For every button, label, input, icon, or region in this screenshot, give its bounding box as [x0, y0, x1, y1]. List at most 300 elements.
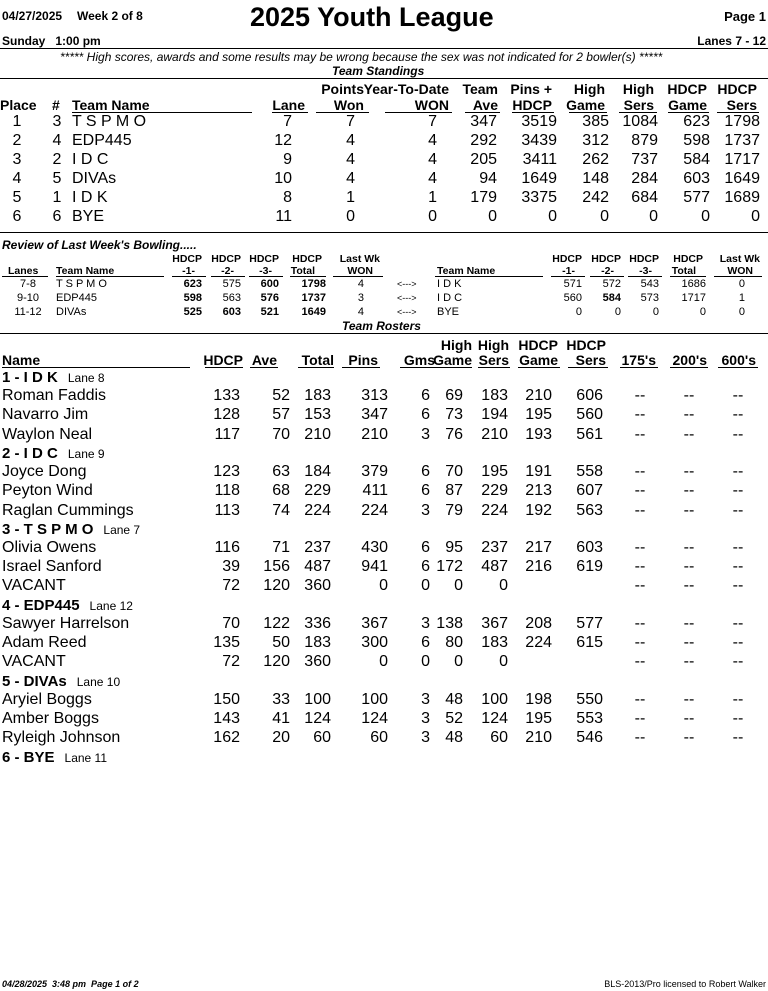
standings-cell: 4 [428, 151, 437, 168]
player-stat: 198 [525, 690, 552, 708]
review-score: 560 [563, 292, 582, 304]
player-stat: -- [732, 462, 744, 480]
player-stat: 563 [576, 501, 603, 519]
standings-cell: 3519 [521, 113, 557, 130]
player-stat: 20 [272, 729, 290, 747]
player-name: Israel Sanford [2, 558, 102, 576]
standings-header-pins: HDCP [512, 97, 552, 113]
standings-cell: 1084 [622, 113, 658, 130]
player-stat: 153 [304, 406, 331, 424]
review-won: 3 [357, 292, 364, 304]
rosters-header-c600: 600's [721, 352, 756, 368]
player-stat: -- [634, 482, 646, 500]
player-stat: 124 [361, 709, 388, 727]
player-stat: 615 [576, 634, 603, 651]
player-stat: 162 [213, 729, 240, 747]
player-stat: 100 [304, 690, 331, 708]
column-underline [250, 367, 278, 368]
player-stat: 210 [361, 425, 388, 443]
standings-team-name: I D K [72, 189, 108, 206]
review-score: 575 [222, 278, 241, 290]
player-stat: 72 [222, 577, 240, 595]
standings-cell: 1 [52, 189, 62, 206]
review-won: 1 [738, 292, 745, 304]
standings-cell: 0 [600, 208, 609, 225]
player-stat: -- [732, 558, 744, 576]
standings-cell: 242 [582, 189, 609, 206]
player-stat: -- [683, 406, 695, 424]
review-title: Review of Last Week's Bowling..... [2, 238, 197, 252]
standings-cell: 879 [631, 132, 658, 149]
player-stat: -- [732, 729, 744, 747]
player-name: VACANT [2, 577, 66, 595]
review-score: 0 [614, 306, 621, 318]
player-name: Navarro Jim [2, 406, 89, 424]
review-header-right-g2: HDCP [591, 253, 621, 265]
review-header-right-total: HDCP [673, 253, 703, 265]
player-stat: 550 [576, 690, 603, 708]
review-header-team: Team Name [56, 265, 115, 277]
review-header-right-g3: -3- [639, 265, 652, 277]
standings-cell: 3411 [522, 151, 557, 168]
standings-header-num: # [52, 97, 60, 113]
player-stat: -- [732, 538, 744, 556]
page-label: Page 1 [724, 9, 766, 24]
column-underline [385, 112, 452, 113]
standings-cell: 0 [701, 208, 710, 225]
player-stat: 336 [304, 614, 331, 632]
column-underline [2, 367, 190, 368]
player-stat: 183 [304, 387, 331, 404]
standings-cell: 3 [12, 151, 22, 168]
review-score: 525 [183, 306, 202, 318]
player-stat: 195 [525, 709, 552, 727]
player-stat: 120 [263, 653, 290, 671]
review-score: 600 [260, 278, 279, 290]
player-stat: 87 [445, 482, 463, 500]
review-team-left: T S P M O [56, 278, 107, 290]
standings-cell: 2 [12, 132, 22, 149]
standings-cell: 584 [683, 151, 710, 168]
player-stat: 150 [213, 690, 240, 708]
review-total: 1649 [301, 306, 326, 318]
review-header-right-g3: HDCP [629, 253, 659, 265]
rosters-header-name: Name [2, 352, 41, 368]
player-stat: 224 [361, 501, 388, 519]
column-underline [518, 367, 560, 368]
player-stat: -- [634, 653, 646, 671]
player-stat: -- [683, 709, 695, 727]
player-stat: -- [634, 690, 646, 708]
review-score: 0 [575, 306, 582, 318]
player-stat: -- [683, 614, 695, 632]
rosters-header-hdcp_game: Game [519, 352, 558, 368]
player-stat: 113 [214, 501, 240, 519]
player-stat: 553 [576, 709, 603, 727]
player-name: Olivia Owens [2, 538, 97, 556]
player-stat: 118 [214, 482, 240, 500]
player-stat: 0 [421, 653, 430, 671]
player-name: Peyton Wind [2, 482, 93, 500]
standings-cell: 1689 [724, 189, 760, 206]
standings-cell: 4 [52, 132, 62, 149]
column-underline [590, 276, 624, 277]
column-underline [211, 276, 245, 277]
standings-header-team_ave: Team [462, 81, 498, 97]
player-stat: 210 [525, 387, 552, 404]
standings-header-pins: Pins + [510, 81, 552, 97]
player-stat: 60 [490, 729, 508, 747]
review-total: 1737 [301, 292, 326, 304]
player-stat: 560 [576, 406, 603, 424]
rosters-header-hdcp_game: HDCP [518, 337, 558, 353]
review-score: 572 [602, 278, 621, 290]
player-stat: 6 [421, 558, 430, 576]
standings-cell: 3 [52, 113, 62, 130]
column-underline [400, 367, 436, 368]
rosters-header-total: Total [301, 352, 334, 368]
player-stat: -- [732, 387, 744, 404]
player-stat: 195 [525, 406, 552, 424]
player-stat: 210 [481, 425, 508, 443]
roster-team-lane: Lane 8 [67, 371, 105, 385]
player-stat: -- [732, 634, 744, 651]
player-stat: 360 [304, 653, 331, 671]
player-stat: 487 [481, 558, 508, 576]
player-stat: 606 [576, 387, 603, 404]
roster-team-heading [2, 521, 140, 539]
standings-header-lane: Lane [272, 97, 305, 113]
player-stat: 607 [576, 482, 603, 500]
player-stat: 70 [445, 462, 463, 480]
player-stat: 6 [421, 538, 430, 556]
player-stat: 116 [214, 538, 240, 556]
player-stat: -- [732, 406, 744, 424]
standings-cell: 4 [346, 151, 355, 168]
rosters-header-ave: Ave [251, 352, 277, 368]
standings-cell: 11 [275, 208, 292, 225]
standings-cell: 5 [52, 170, 62, 187]
player-stat: 183 [481, 387, 508, 404]
rosters-header-hdcp_sers: HDCP [566, 337, 606, 353]
notice-text: ***** High scores, awards and some results may be wrong because the sex was not indicated for 2 bowler(s) ***** [60, 50, 663, 64]
player-stat: 603 [576, 538, 603, 556]
player-stat: 68 [272, 482, 290, 500]
review-lanes: 7-8 [20, 278, 36, 290]
player-stat: -- [732, 482, 744, 500]
review-lanes: 11-12 [14, 306, 42, 318]
review-versus: <---> [397, 293, 417, 303]
roster-team-title: 3 - T S P M O [2, 520, 94, 538]
player-stat: -- [732, 425, 744, 443]
review-won: 4 [357, 278, 364, 290]
player-stat: -- [732, 577, 744, 595]
standings-cell: 0 [488, 208, 497, 225]
player-stat: 0 [379, 577, 388, 595]
roster-team-title: 2 - I D C [2, 444, 58, 462]
standings-cell: 577 [683, 189, 710, 206]
player-name: Roman Faddis [2, 387, 107, 404]
player-stat: 123 [213, 462, 240, 480]
player-stat: 70 [222, 614, 240, 632]
review-header-team-right: Team Name [437, 265, 496, 277]
standings-header-hdcp_sers: Sers [726, 97, 757, 113]
player-stat: 941 [361, 558, 388, 576]
footer-printed: 04/28/2025 3:48 pm Page 1 of 2 [2, 979, 139, 989]
standings-cell: 9 [283, 151, 292, 168]
player-name: Aryiel Boggs [2, 690, 92, 708]
review-won: 0 [738, 306, 745, 318]
column-underline [298, 367, 334, 368]
player-stat: 577 [576, 614, 603, 632]
roster-team-title: 4 - EDP445 [2, 596, 80, 614]
roster-team-heading [2, 749, 107, 767]
player-stat: -- [732, 501, 744, 519]
player-stat: 379 [361, 462, 388, 480]
standings-header-hdcp_game: HDCP [667, 81, 707, 97]
player-stat: 0 [454, 653, 463, 671]
player-stat: 3 [421, 425, 430, 443]
week-label: Week 2 of 8 [77, 9, 143, 23]
roster-team-lane: Lane 10 [76, 674, 121, 689]
standings-cell: 684 [631, 189, 658, 206]
review-header-won: Last Wk [339, 253, 380, 265]
standings-cell: 8 [283, 189, 292, 206]
review-score: 543 [640, 278, 659, 290]
review-header-total: HDCP [292, 253, 322, 265]
review-team-right: I D C [437, 292, 463, 304]
review-total: 1686 [681, 278, 706, 290]
player-stat: -- [683, 577, 695, 595]
standings-header-team_ave: Ave [472, 97, 498, 113]
player-stat: 184 [304, 462, 331, 480]
review-score: 0 [652, 306, 659, 318]
player-stat: 561 [576, 425, 603, 443]
roster-team-lane: Lane 7 [103, 522, 141, 537]
player-stat: 224 [304, 501, 331, 519]
standings-cell: 598 [683, 132, 710, 149]
player-stat: 122 [263, 614, 290, 632]
player-stat: -- [634, 425, 646, 443]
player-stat: 367 [481, 614, 508, 632]
standings-team-name: DIVAs [72, 170, 117, 187]
review-team-left: DIVAs [56, 306, 87, 318]
review-won: 4 [357, 306, 364, 318]
roster-team-heading [2, 445, 105, 463]
column-underline [670, 276, 706, 277]
player-stat: -- [634, 558, 646, 576]
player-stat: 6 [421, 482, 430, 500]
player-stat: 48 [445, 729, 463, 747]
player-stat: 192 [525, 501, 552, 519]
player-stat: 0 [379, 653, 388, 671]
player-stat: -- [732, 614, 744, 632]
standings-cell: 603 [683, 170, 710, 187]
column-underline [718, 367, 758, 368]
player-stat: 6 [421, 462, 430, 480]
standings-cell: 6 [12, 208, 22, 225]
player-stat: 224 [525, 634, 552, 651]
column-underline [714, 276, 762, 277]
review-header-lanes: Lanes [8, 265, 39, 277]
review-score: 576 [260, 292, 279, 304]
player-stat: -- [683, 425, 695, 443]
review-total: 1717 [681, 292, 706, 304]
player-stat: 195 [481, 462, 508, 480]
review-won: 0 [738, 278, 745, 290]
player-stat: -- [683, 482, 695, 500]
standings-cell: 7 [428, 113, 437, 130]
review-lanes: 9-10 [16, 292, 40, 304]
standings-cell: 5 [12, 189, 22, 206]
standings-cell: 737 [631, 151, 658, 168]
roster-team-title: 5 - DIVAs [2, 672, 67, 690]
review-team-right: BYE [437, 306, 460, 318]
column-underline [56, 276, 164, 277]
player-stat: 213 [525, 482, 552, 500]
player-stat: 70 [272, 425, 290, 443]
player-stat: 229 [304, 482, 331, 500]
player-stat: 50 [272, 634, 290, 651]
standings-cell: 4 [12, 170, 22, 187]
player-stat: 6 [421, 406, 430, 424]
player-stat: 135 [213, 634, 240, 651]
player-stat: 430 [361, 538, 388, 556]
player-stat: 52 [445, 709, 463, 727]
standings-cell: 179 [470, 189, 497, 206]
standings-cell: 284 [631, 170, 658, 187]
standings-header-ytd: Year-To-Date [363, 81, 449, 97]
column-underline [205, 367, 243, 368]
player-stat: 128 [213, 406, 240, 424]
player-stat: 216 [525, 558, 552, 576]
player-stat: 3 [421, 729, 430, 747]
player-stat: 79 [445, 501, 463, 519]
player-stat: 69 [445, 387, 463, 404]
review-score: 573 [640, 292, 659, 304]
standings-cell: 623 [683, 113, 710, 130]
player-stat: 72 [222, 653, 240, 671]
standings-cell: 148 [582, 170, 609, 187]
player-stat: 191 [525, 462, 552, 480]
review-header-g1: -1- [182, 265, 195, 277]
standings-header-hdcp_sers: HDCP [717, 81, 757, 97]
rosters-header-gms: Gms [403, 352, 435, 368]
player-name: Joyce Dong [2, 462, 87, 480]
review-header-right-won: Last Wk [719, 253, 760, 265]
player-stat: 95 [445, 538, 463, 556]
player-stat: 52 [272, 387, 290, 404]
player-stat: -- [683, 634, 695, 651]
player-stat: 3 [421, 690, 430, 708]
standings-cell: 4 [428, 170, 437, 187]
player-stat: 48 [445, 690, 463, 708]
player-stat: 558 [576, 462, 603, 480]
player-stat: 80 [445, 634, 463, 651]
rosters-header-high_game: Game [433, 352, 472, 368]
player-stat: 100 [361, 690, 388, 708]
player-stat: 156 [263, 558, 290, 576]
player-stat: 60 [313, 729, 331, 747]
column-underline [568, 367, 608, 368]
player-stat: 194 [481, 406, 508, 424]
roster-team-title: 6 - BYE [2, 748, 55, 766]
player-stat: -- [683, 501, 695, 519]
player-stat: 71 [272, 538, 290, 556]
player-stat: 619 [576, 558, 603, 576]
player-name: VACANT [2, 653, 66, 671]
player-stat: -- [683, 538, 695, 556]
roster-team-heading [2, 597, 133, 615]
standings-header-points_won: Points [321, 81, 364, 97]
review-team-left: EDP445 [56, 292, 97, 304]
standings-cell: 1 [428, 189, 437, 206]
review-versus: <---> [397, 307, 417, 317]
standings-cell: 205 [470, 151, 497, 168]
standings-cell: 7 [346, 113, 355, 130]
player-stat: 237 [304, 538, 331, 556]
standings-team-name: I D C [72, 151, 109, 168]
roster-team-lane: Lane 11 [64, 750, 108, 765]
player-stat: 313 [361, 387, 388, 404]
review-header-right-g2: -2- [601, 265, 614, 277]
review-header-g1: HDCP [172, 253, 202, 265]
standings-title: Team Standings [332, 64, 425, 78]
standings-cell: 94 [479, 170, 497, 187]
player-stat: 124 [481, 709, 508, 727]
standings-header-high_game: High [573, 81, 605, 97]
player-stat: -- [683, 690, 695, 708]
standings-cell: 4 [346, 170, 355, 187]
player-stat: -- [683, 462, 695, 480]
player-stat: -- [634, 501, 646, 519]
player-stat: 39 [222, 558, 240, 576]
column-underline [670, 367, 708, 368]
standings-cell: 2 [52, 151, 62, 168]
standings-cell: 1649 [521, 170, 557, 187]
player-stat: 193 [525, 425, 552, 443]
standings-cell: 312 [582, 132, 609, 149]
player-stat: -- [634, 709, 646, 727]
player-stat: -- [683, 729, 695, 747]
player-stat: 60 [370, 729, 388, 747]
rosters-header-hdcp_sers: Sers [575, 352, 606, 368]
day-time: Sunday 1:00 pm [2, 34, 101, 48]
player-stat: -- [732, 653, 744, 671]
column-underline [435, 276, 543, 277]
player-stat: 3 [421, 709, 430, 727]
review-header-right-won: WON [727, 265, 753, 277]
standings-team-name: BYE [72, 208, 105, 225]
standings-header-ytd: WON [414, 97, 449, 113]
review-score: 563 [222, 292, 241, 304]
column-underline [478, 367, 510, 368]
column-underline [342, 367, 380, 368]
rosters-header-hdcp: HDCP [203, 352, 243, 368]
standings-header-high_sers: High [622, 81, 654, 97]
player-stat: 73 [445, 406, 463, 424]
review-total: 1798 [301, 278, 326, 290]
roster-team-lane: Lane 12 [89, 598, 133, 613]
player-name: Amber Boggs [2, 709, 99, 727]
player-stat: 133 [213, 387, 240, 404]
standings-cell: 292 [470, 132, 497, 149]
player-stat: 63 [272, 462, 290, 480]
standings-cell: 347 [470, 113, 497, 130]
player-stat: 100 [481, 690, 508, 708]
rosters-header-high_sers: Sers [478, 352, 509, 368]
player-stat: 183 [304, 634, 331, 651]
